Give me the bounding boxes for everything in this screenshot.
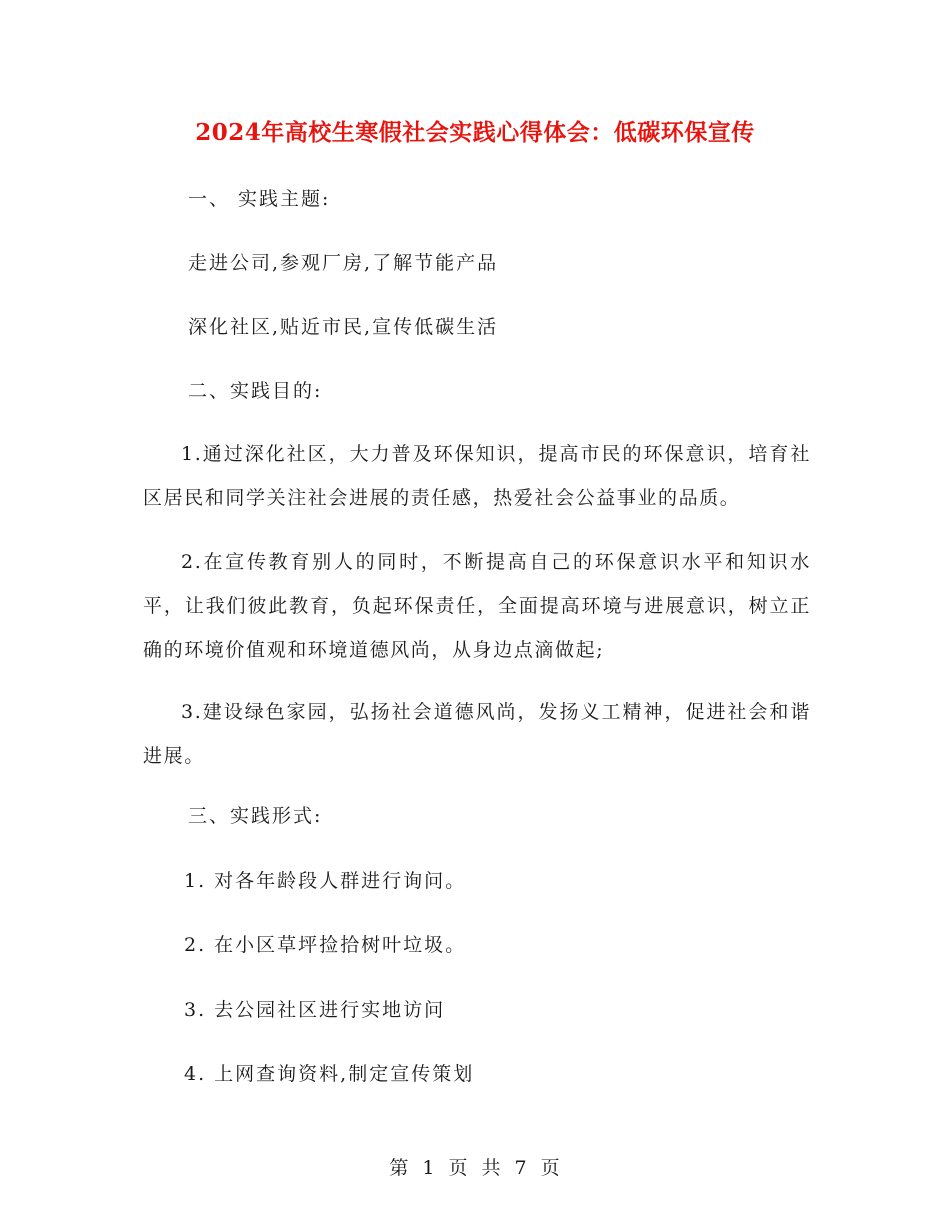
goal-paragraph-2: 2.在宣传教育别人的同时，不断提高自己的环保意识水平和知识水平，让我们彼此教育，负起环保责任，全面提高环境与进展意识，树立正确的环境价值观和环境道德风尚，从身边点滴做起; <box>143 551 811 661</box>
goal-paragraph-1: 1.通过深化社区，大力普及环保知识，提高市民的环保意识，培育社区居民和同学关注社会进展的责任感，热爱社会公益事业的品质。 <box>143 443 811 509</box>
section-heading-goal: 二、实践目的: <box>188 380 323 402</box>
form-item-1: 1. 对各年龄段人群进行询问。 <box>184 870 467 892</box>
form-item-4: 4. 上网查询资料,制定宣传策划 <box>184 1063 475 1085</box>
theme-line-1: 走进公司,参观厂房,了解节能产品 <box>188 252 499 274</box>
theme-line-2: 深化社区,贴近市民,宣传低碳生活 <box>188 316 499 338</box>
section-heading-form: 三、实践形式: <box>188 805 323 827</box>
form-item-2: 2. 在小区草坪捡拾树叶垃圾。 <box>184 934 467 956</box>
section-heading-theme: 一、 实践主题: <box>188 188 331 210</box>
document-title: 2024年高校生寒假社会实践心得体会：低碳环保宣传 <box>195 119 755 146</box>
form-item-3: 3. 去公园社区进行实地访问 <box>184 999 446 1021</box>
goal-paragraph-3: 3.建设绿色家园，弘扬社会道德风尚，发扬义工精神，促进社会和谐进展。 <box>143 701 811 767</box>
page-number: 第 1 页 共 7 页 <box>389 1157 561 1179</box>
